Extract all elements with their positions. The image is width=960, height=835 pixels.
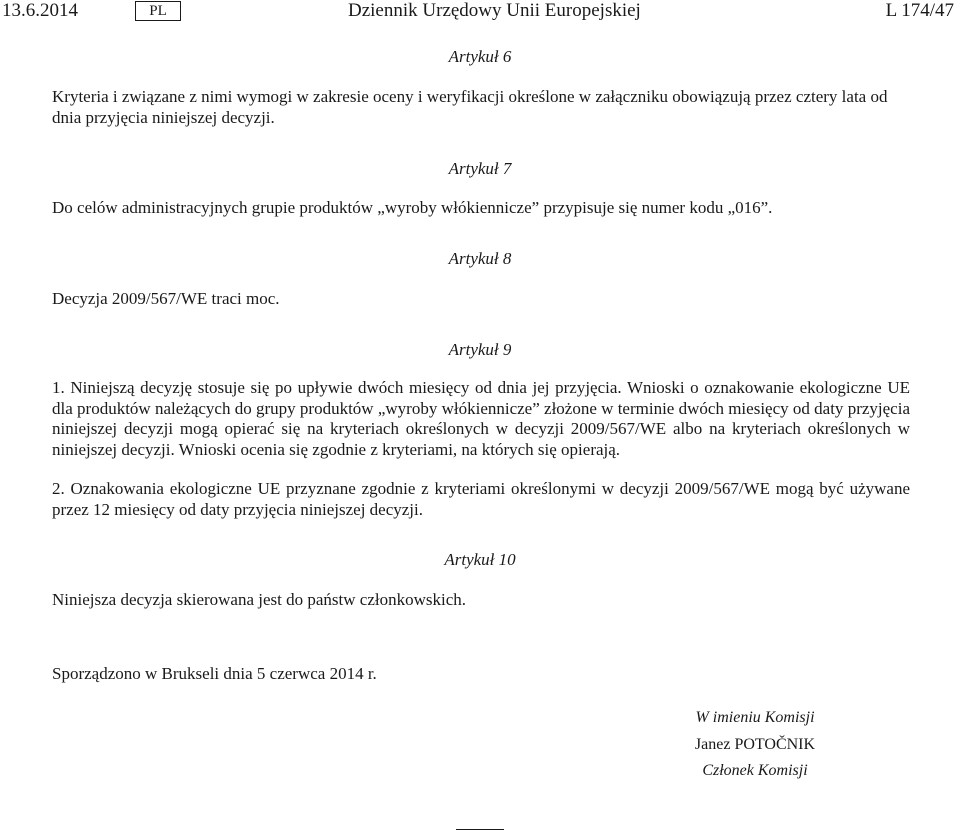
header-date: 13.6.2014 — [2, 0, 78, 21]
page-reference: L 174/47 — [885, 0, 954, 21]
article-8-heading: Artykuł 8 — [448, 249, 512, 268]
page-header — [0, 0, 960, 24]
article-8-text: Decyzja 2009/567/WE traci moc. — [52, 289, 280, 308]
article-9-paragraph-2: 2. Oznakowania ekologiczne UE przyznane zgodnie z kryteriami określonymi w decyzji 2009/567/WE mogą być używane przez 12 miesięcy od daty przyjęcia niniejszej decyzji. — [52, 479, 910, 519]
signatory-role: Członek Komisji — [702, 762, 808, 779]
article-10-text: Niniejsza decyzja skierowana jest do państw członkowskich. — [52, 590, 467, 609]
signatory-name: Janez POTOČNIK — [694, 736, 816, 753]
journal-title: Dziennik Urzędowy Unii Europejskiej — [348, 0, 641, 21]
place-and-date: Sporządzono w Brukseli dnia 5 czerwca 2014 r. — [52, 664, 377, 683]
article-10-heading: Artykuł 10 — [444, 550, 516, 569]
on-behalf-of: W imieniu Komisji — [695, 709, 815, 726]
article-9-paragraph-1: 1. Niniejszą decyzję stosuje się po upływie dwóch miesięcy od dnia jej przyjęcia. Wnioski o oznakowanie ekologiczne UE dla produktów należących do grupy produktów „wyroby włókiennicze” złożone w terminie dwóch miesięcy od daty przyjęcia niniejszej decyzji mogą opierać się na kryteriach określonych w decyzji 2009/567/WE albo na kryteriach określonych w niniejszej decyzji. Wnioski ocenia się zgodnie z kryteriami, na których się opierają. — [52, 378, 910, 459]
article-9-heading: Artykuł 9 — [448, 340, 512, 359]
article-6-text: Kryteria i związane z nimi wymogi w zakresie oceny i weryfikacji określone w załączniku obowiązują przez cztery lata od dnia przyjęcia niniejszej decyzji. — [52, 87, 888, 127]
article-6-heading: Artykuł 6 — [448, 47, 512, 66]
article-7-text: Do celów administracyjnych grupie produktów „wyroby włókiennicze” przypisuje się numer kodu „016”. — [52, 198, 773, 217]
footer-divider — [456, 829, 504, 830]
language-badge: PL — [135, 1, 181, 21]
article-7-heading: Artykuł 7 — [448, 159, 512, 178]
